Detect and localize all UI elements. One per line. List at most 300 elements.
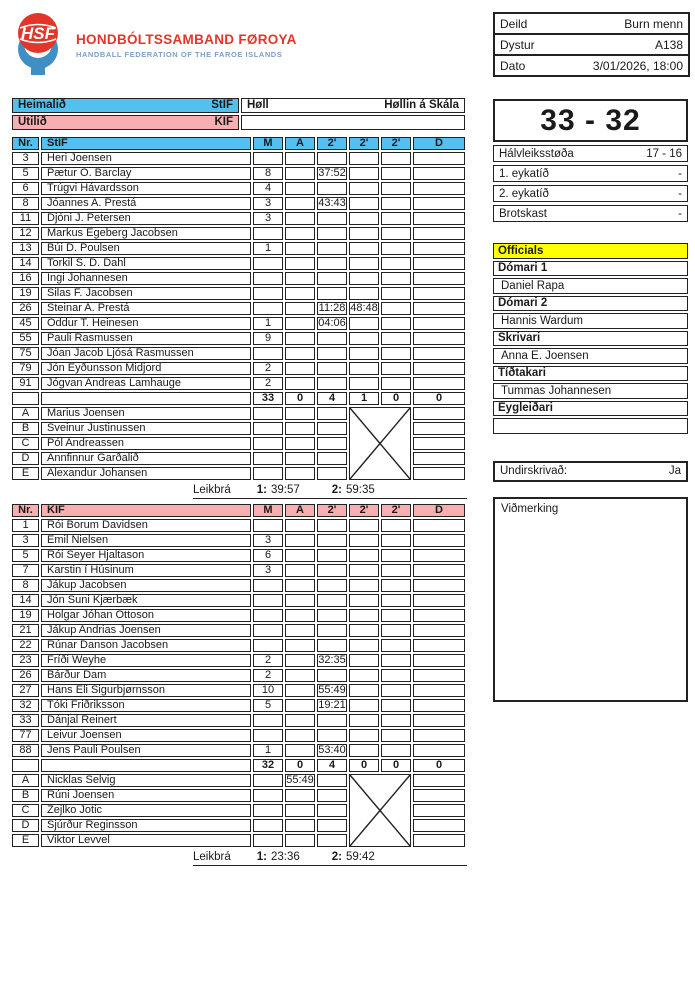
player-number: 19: [12, 609, 39, 622]
player-stat: [253, 347, 283, 360]
bench-stat: [317, 467, 347, 480]
player-stat: [253, 272, 283, 285]
player-number: 3: [12, 152, 39, 165]
bench-stat: [317, 789, 347, 802]
player-row: [12, 624, 465, 637]
player-stat: [285, 257, 315, 270]
player-stat: 43:43: [318, 197, 346, 209]
player-name: Hans Eli Sigurbjørnsson: [41, 684, 251, 697]
player-name: Jón Eyðunsson Midjord: [41, 362, 251, 375]
bench-stat: [317, 819, 347, 832]
half2-label: 2:: [331, 851, 342, 863]
player-number: 55: [12, 332, 39, 345]
totals-value: 32: [253, 759, 283, 772]
player-row: [12, 639, 465, 652]
bench-stat-d: [413, 834, 465, 847]
player-stat: [285, 534, 315, 547]
player-stat: [349, 594, 379, 607]
bench-stat: [253, 804, 283, 817]
player-name: Ingi Johannesen: [41, 272, 251, 285]
bench-letter: B: [12, 422, 39, 435]
match-info-table: [493, 12, 690, 77]
player-stat: [317, 519, 347, 532]
official-role: Eygleiðari: [493, 401, 688, 417]
player-stat: [381, 729, 411, 742]
player-stat: [285, 212, 315, 225]
column-header-stat: M: [253, 137, 283, 150]
totals-empty-nr: [12, 392, 39, 405]
player-stat: [413, 579, 465, 592]
player-number: 3: [12, 534, 39, 547]
home-label: Heimalið: [18, 99, 66, 111]
player-stat: 3: [253, 212, 283, 225]
score-detail-label: 2. eykatíð: [499, 187, 549, 200]
totals-value: 0: [413, 759, 465, 772]
player-row: [12, 302, 465, 315]
score-detail-value: 17 - 16: [646, 147, 682, 160]
official-name: Daniel Rapa: [493, 278, 688, 294]
bench-stat: [285, 789, 315, 802]
player-stat: [381, 714, 411, 727]
player-stat: 3: [253, 534, 283, 547]
player-stat: [381, 564, 411, 577]
remarks-label: Viðmerking: [501, 502, 559, 515]
player-stat: [285, 639, 315, 652]
totals-row: [12, 759, 465, 772]
bench-stat: [317, 407, 347, 420]
half2-label: 2:: [331, 484, 342, 496]
player-row: [12, 167, 465, 180]
player-stat: [413, 257, 465, 270]
player-stat: [285, 519, 315, 532]
player-stat: [253, 729, 283, 742]
player-row: [12, 654, 465, 667]
player-number: 11: [12, 212, 39, 225]
player-stat: [381, 609, 411, 622]
player-number: 5: [12, 167, 39, 180]
player-stat: [349, 549, 379, 562]
player-stat: [253, 519, 283, 532]
player-stat: [253, 639, 283, 652]
crossed-out-cells: [349, 407, 411, 480]
player-name: Jón Suni Kjærbæk: [41, 594, 251, 607]
remarks-box: [493, 497, 688, 702]
player-row: [12, 347, 465, 360]
column-header-team: KÍF: [41, 504, 251, 517]
player-name: Emil Nielsen: [41, 534, 251, 547]
player-stat: 2: [253, 362, 283, 375]
player-stat: [381, 534, 411, 547]
player-stat: [381, 594, 411, 607]
official-role: Dómari 1: [493, 261, 688, 277]
player-stat: [285, 347, 315, 360]
player-stat: [413, 744, 465, 757]
player-stat: [349, 347, 379, 360]
bench-official-name: Sveinur Justinussen: [41, 422, 251, 435]
player-stat: [285, 609, 315, 622]
player-stat: 55:49: [318, 684, 346, 696]
bench-letter: D: [12, 452, 39, 465]
player-stat: [349, 287, 379, 300]
player-stat: [381, 377, 411, 390]
player-stat: 32:35: [318, 654, 346, 666]
player-stat: 8: [253, 167, 283, 180]
playing-time-label: Leikbrá: [193, 851, 231, 863]
player-row: [12, 549, 465, 562]
bench-stat: [253, 437, 283, 450]
player-name: Jóannes A. Prestá: [41, 197, 251, 210]
player-stat: [349, 564, 379, 577]
column-header-stat: 2': [317, 137, 347, 150]
column-header-stat: 2': [381, 137, 411, 150]
team-table: [10, 135, 467, 482]
column-header-stat: 2': [349, 137, 379, 150]
player-name: Fríði Weyhe: [41, 654, 251, 667]
bench-official-name: Zejlko Jotic: [41, 804, 251, 817]
hall-cell: [241, 98, 465, 113]
player-stat: [381, 699, 411, 712]
player-stat: 19:21: [318, 699, 346, 711]
bench-stat: [317, 804, 347, 817]
player-stat: [349, 317, 379, 330]
player-stat: [285, 714, 315, 727]
player-stat: [285, 302, 315, 315]
player-row: [12, 684, 465, 697]
signature-label: Undirskrivað:: [500, 465, 568, 477]
info-value: Burn menn: [624, 16, 683, 31]
column-header-stat: 2': [317, 504, 347, 517]
player-number: 26: [12, 669, 39, 682]
player-stat: [349, 272, 379, 285]
score-detail-row-halftime: [493, 145, 688, 162]
player-number: 27: [12, 684, 39, 697]
player-stat: 3: [253, 197, 283, 210]
player-stat: [317, 257, 347, 270]
column-header-stat: M: [253, 504, 283, 517]
player-row: [12, 227, 465, 240]
player-name: Oddur T. Heinesen: [41, 317, 251, 330]
player-stat: [317, 242, 347, 255]
federation-name: HONDBÓLTSSAMBAND FØROYA: [76, 32, 297, 47]
bench-letter: C: [12, 804, 39, 817]
hall-label: Høll: [247, 99, 269, 111]
score-detail-label: Hálvleiksstøða: [499, 147, 574, 160]
player-row: [12, 317, 465, 330]
player-stat: [381, 272, 411, 285]
bench-stat: [253, 407, 283, 420]
player-stat: [381, 182, 411, 195]
player-stat: [413, 242, 465, 255]
info-value: A138: [654, 37, 683, 52]
player-name: Silas F. Jacobsen: [41, 287, 251, 300]
player-stat: 04:06: [318, 317, 346, 329]
bench-letter: C: [12, 437, 39, 450]
player-stat: 2: [253, 377, 283, 390]
column-header-row: [12, 504, 465, 517]
player-stat: [381, 744, 411, 757]
bench-stat-d: [413, 467, 465, 480]
player-stat: [317, 564, 347, 577]
player-row: [12, 242, 465, 255]
bench-letter: E: [12, 834, 39, 847]
bench-stat: 55:49: [286, 774, 314, 786]
bench-stat: [285, 804, 315, 817]
bench-stat-d: [413, 422, 465, 435]
player-row: [12, 197, 465, 210]
hsf-logo-icon: [12, 8, 64, 76]
player-stat: [285, 287, 315, 300]
player-stat: [413, 684, 465, 697]
player-stat: [317, 669, 347, 682]
player-stat: 3: [253, 564, 283, 577]
player-stat: [413, 534, 465, 547]
player-stat: [381, 579, 411, 592]
player-stat: [285, 729, 315, 742]
rosters-column: [10, 96, 467, 869]
player-stat: [253, 594, 283, 607]
player-stat: [349, 332, 379, 345]
player-stat: [349, 377, 379, 390]
bench-official-name: Pól Andreassen: [41, 437, 251, 450]
home-team-cell: [12, 98, 239, 113]
match-info-row-deild: [495, 14, 688, 33]
official-role: Dómari 2: [493, 296, 688, 312]
bench-letter: A: [12, 407, 39, 420]
player-stat: [317, 624, 347, 637]
player-stat: [413, 197, 465, 210]
bench-stat: [253, 467, 283, 480]
score-detail-value: -: [678, 207, 682, 220]
player-stat: [349, 714, 379, 727]
player-stat: [317, 549, 347, 562]
summary-column: [493, 99, 688, 702]
player-stat: [317, 714, 347, 727]
player-stat: [285, 167, 315, 180]
bench-stat: [253, 422, 283, 435]
player-row: [12, 257, 465, 270]
score-detail-row-overtime2: [493, 185, 688, 202]
player-stat: [349, 227, 379, 240]
half2-time: 59:35: [345, 484, 375, 496]
player-stat: [285, 242, 315, 255]
player-stat: 2: [253, 669, 283, 682]
player-stat: [381, 624, 411, 637]
player-stat: [381, 242, 411, 255]
player-stat: [413, 377, 465, 390]
player-stat: 1: [253, 242, 283, 255]
bench-stat: [253, 789, 283, 802]
player-stat: 6: [253, 549, 283, 562]
official-name: Tummas Johannesen: [493, 383, 688, 399]
player-number: 19: [12, 287, 39, 300]
player-stat: [381, 317, 411, 330]
player-stat: [317, 534, 347, 547]
totals-empty-name: [41, 392, 251, 405]
player-stat: [253, 714, 283, 727]
player-stat: [413, 519, 465, 532]
player-name: Pætur Ó. Barclay: [41, 167, 251, 180]
bench-stat: [253, 819, 283, 832]
player-number: 33: [12, 714, 39, 727]
player-stat: [317, 362, 347, 375]
player-stat: [349, 669, 379, 682]
player-stat: [285, 624, 315, 637]
player-stat: [253, 227, 283, 240]
player-number: 14: [12, 257, 39, 270]
totals-value: 0: [381, 759, 411, 772]
column-header-stat: D: [413, 504, 465, 517]
player-stat: [349, 167, 379, 180]
totals-empty-nr: [12, 759, 39, 772]
player-name: Jóan Jacob Ljósá Rasmussen: [41, 347, 251, 360]
player-row: [12, 519, 465, 532]
player-row: [12, 377, 465, 390]
player-stat: [413, 594, 465, 607]
player-stat: [285, 549, 315, 562]
player-row: [12, 579, 465, 592]
player-stat: [285, 152, 315, 165]
totals-value: 0: [381, 392, 411, 405]
player-name: Dánjal Reinert: [41, 714, 251, 727]
svg-text:HSF: HSF: [21, 24, 55, 43]
player-stat: [253, 257, 283, 270]
player-stat: 11:28: [318, 302, 346, 314]
player-stat: [381, 197, 411, 210]
player-number: 1: [12, 519, 39, 532]
home-roster-section: [10, 135, 467, 499]
player-name: Heri Joensen: [41, 152, 251, 165]
player-stat: [253, 287, 283, 300]
player-row: [12, 729, 465, 742]
score-detail-value: -: [678, 167, 682, 180]
bench-stat-d: [413, 437, 465, 450]
player-name: Karstin í Húsinum: [41, 564, 251, 577]
player-stat: [285, 227, 315, 240]
player-stat: [285, 317, 315, 330]
player-stat: [413, 609, 465, 622]
player-row: [12, 609, 465, 622]
player-row: [12, 332, 465, 345]
player-stat: [317, 579, 347, 592]
player-name: Bárður Dam: [41, 669, 251, 682]
bench-letter: A: [12, 774, 39, 787]
player-number: 16: [12, 272, 39, 285]
player-number: 14: [12, 594, 39, 607]
player-stat: [285, 669, 315, 682]
player-stat: [285, 654, 315, 667]
bench-stat: [253, 834, 283, 847]
player-row: [12, 362, 465, 375]
player-stat: [317, 227, 347, 240]
player-name: Jákup Jacobsen: [41, 579, 251, 592]
half1-label: 1:: [256, 851, 267, 863]
bench-stat: [285, 407, 315, 420]
player-number: 22: [12, 639, 39, 652]
official-name: Anna E. Joensen: [493, 348, 688, 364]
playing-time-label: Leikbrá: [193, 484, 231, 496]
away-team-name: KÍF: [214, 116, 233, 128]
player-stat: [413, 272, 465, 285]
bench-official-name: Viktor Levvel: [41, 834, 251, 847]
away-roster-section: [10, 502, 467, 866]
column-header-stat: D: [413, 137, 465, 150]
player-row: [12, 182, 465, 195]
player-name: Jógvan Andreas Lamhauge: [41, 377, 251, 390]
bench-official-row: [12, 774, 465, 787]
player-stat: [285, 744, 315, 757]
player-name: Rói Seyer Hjaltason: [41, 549, 251, 562]
player-stat: [413, 302, 465, 315]
match-info-row-dato: [495, 54, 688, 75]
bench-official-name: Marius Joensen: [41, 407, 251, 420]
player-name: Búi D. Poulsen: [41, 242, 251, 255]
info-label: Deild: [500, 16, 528, 31]
column-header-team: StÍF: [41, 137, 251, 150]
bench-stat: [285, 819, 315, 832]
player-stat: [413, 714, 465, 727]
column-header-stat: 2': [349, 504, 379, 517]
player-stat: [349, 534, 379, 547]
player-name: Jákup Andrias Joensen: [41, 624, 251, 637]
player-stat: [349, 197, 379, 210]
bench-stat: [317, 437, 347, 450]
federation-header: [12, 8, 297, 76]
totals-value: 0: [285, 759, 315, 772]
bench-stat: [317, 452, 347, 465]
bench-official-name: Sjúrður Reginsson: [41, 819, 251, 832]
player-stat: [381, 347, 411, 360]
player-name: Holgar Jóhan Ottoson: [41, 609, 251, 622]
away-team-row: [12, 115, 465, 130]
player-row: [12, 272, 465, 285]
player-stat: [317, 729, 347, 742]
player-stat: [349, 182, 379, 195]
totals-value: 1: [349, 392, 379, 405]
player-stat: [381, 287, 411, 300]
player-number: 32: [12, 699, 39, 712]
player-stat: [349, 639, 379, 652]
player-stat: [381, 257, 411, 270]
player-name: Jens Pauli Poulsen: [41, 744, 251, 757]
player-stat: [381, 332, 411, 345]
player-stat: [317, 639, 347, 652]
player-row: [12, 699, 465, 712]
bench-stat-d: [413, 789, 465, 802]
player-stat: [285, 182, 315, 195]
player-number: 91: [12, 377, 39, 390]
player-stat: [381, 212, 411, 225]
home-team-row: [12, 98, 465, 113]
player-number: 77: [12, 729, 39, 742]
info-label: Dato: [500, 58, 526, 73]
player-name: Leivur Joensen: [41, 729, 251, 742]
player-stat: [317, 212, 347, 225]
player-row: [12, 287, 465, 300]
player-name: Torkil S. D. Dahl: [41, 257, 251, 270]
player-number: 8: [12, 579, 39, 592]
player-stat: [413, 729, 465, 742]
player-number: 7: [12, 564, 39, 577]
bench-letter: B: [12, 789, 39, 802]
bench-stat-d: [413, 452, 465, 465]
player-stat: [317, 594, 347, 607]
player-stat: [413, 347, 465, 360]
player-stat: [285, 564, 315, 577]
player-stat: [381, 684, 411, 697]
player-row: [12, 152, 465, 165]
player-number: 5: [12, 549, 39, 562]
player-stat: [413, 317, 465, 330]
